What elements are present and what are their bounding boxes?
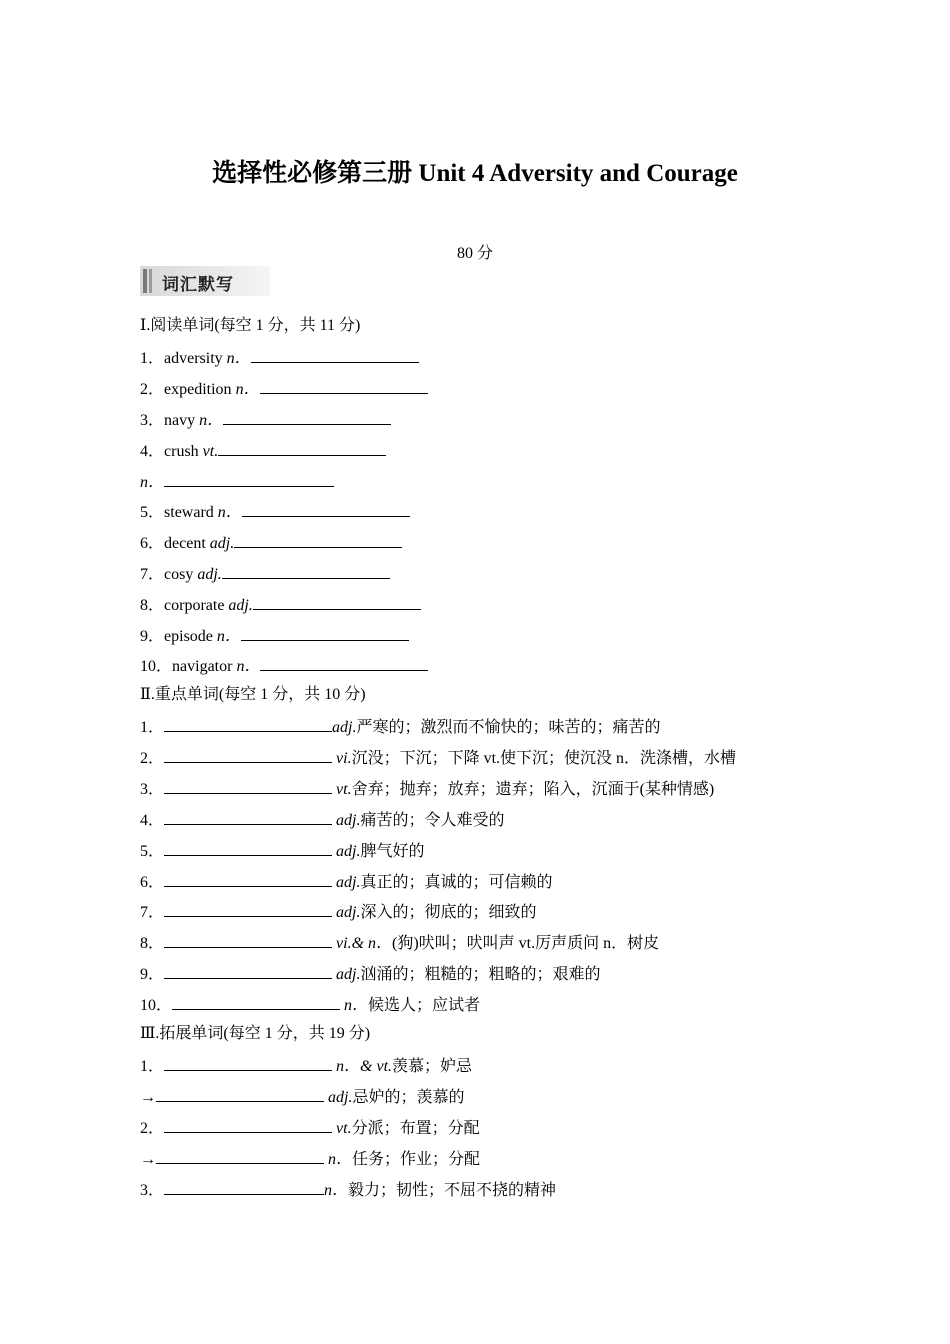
- answer-blank[interactable]: [172, 994, 340, 1010]
- reading-item: 9．episode n．: [140, 625, 409, 647]
- reading-item: 3．navy n．: [140, 409, 391, 431]
- key-word-item: 4． adj.痛苦的；令人难受的: [140, 809, 504, 831]
- answer-blank[interactable]: [251, 347, 419, 363]
- answer-blank[interactable]: [164, 809, 332, 825]
- key-word-item: 8． vi.& n．(狗)吠叫；吠叫声 vt.厉声质问 n．树皮: [140, 932, 659, 954]
- section-banner-label: 词汇默写: [162, 275, 234, 295]
- key-word-item: 1． adj.严寒的；激烈而不愉快的；味苦的；痛苦的: [140, 716, 660, 738]
- extension-item: 2． vt.分派；布置；分配: [140, 1117, 480, 1139]
- reading-item: 1．adversity n．: [140, 347, 419, 369]
- total-score: 80 分: [456, 245, 493, 262]
- reading-item: n．: [140, 471, 334, 493]
- answer-blank[interactable]: [253, 594, 421, 610]
- extension-item: 1． n．& vt.羡慕；妒忌: [140, 1055, 472, 1077]
- key-word-item: 6． adj.真正的；真诚的；可信赖的: [140, 871, 552, 893]
- reading-item: 6．decent adj.: [140, 532, 402, 554]
- answer-blank[interactable]: [260, 655, 428, 671]
- part1-heading: Ⅰ.阅读单词(每空 1 分，共 11 分): [140, 317, 361, 334]
- answer-blank[interactable]: [164, 716, 332, 732]
- key-word-item: 2． vi.沉没；下沉；下降 vt.使下沉；使沉没 n．洗涤槽，水槽: [140, 747, 736, 769]
- part2-heading: Ⅱ.重点单词(每空 1 分，共 10 分): [140, 686, 366, 703]
- key-word-item: 7． adj.深入的；彻底的；细致的: [140, 901, 536, 923]
- extension-item: 3． n．毅力；韧性；不屈不挠的精神: [140, 1179, 556, 1201]
- banner-stripe: [149, 269, 152, 293]
- reading-item: 8．corporate adj.: [140, 594, 421, 616]
- answer-blank[interactable]: [241, 625, 409, 641]
- reading-item: 7．cosy adj.: [140, 563, 390, 585]
- extension-item: → adj.忌妒的；羡慕的: [140, 1086, 464, 1108]
- answer-blank[interactable]: [260, 378, 428, 394]
- answer-blank[interactable]: [164, 871, 332, 887]
- answer-blank[interactable]: [164, 747, 332, 763]
- reading-item: 4．crush vt.: [140, 440, 386, 462]
- answer-blank[interactable]: [242, 501, 410, 517]
- answer-blank[interactable]: [164, 1179, 324, 1195]
- answer-blank[interactable]: [164, 1055, 332, 1071]
- reading-item: 5．steward n．: [140, 501, 410, 523]
- page-title: 选择性必修第三册 Unit 4 Adversity and Courage: [212, 160, 738, 187]
- answer-blank[interactable]: [222, 563, 390, 579]
- answer-blank[interactable]: [164, 471, 334, 487]
- key-word-item: 10． n．候选人；应试者: [140, 994, 480, 1016]
- answer-blank[interactable]: [164, 1117, 332, 1133]
- key-word-item: 5． adj.脾气好的: [140, 840, 424, 862]
- answer-blank[interactable]: [164, 901, 332, 917]
- extension-item: → n．任务；作业；分配: [140, 1148, 480, 1170]
- answer-blank[interactable]: [164, 778, 332, 794]
- answer-blank[interactable]: [218, 440, 386, 456]
- section-banner: [140, 266, 270, 296]
- reading-item: 10．navigator n．: [140, 655, 428, 677]
- key-word-item: 9． adj.汹涌的；粗糙的；粗略的；艰难的: [140, 963, 600, 985]
- answer-blank[interactable]: [156, 1086, 324, 1102]
- reading-item: 2．expedition n．: [140, 378, 428, 400]
- answer-blank[interactable]: [234, 532, 402, 548]
- answer-blank[interactable]: [164, 963, 332, 979]
- answer-blank[interactable]: [223, 409, 391, 425]
- part3-heading: Ⅲ.拓展单词(每空 1 分，共 19 分): [140, 1025, 371, 1042]
- answer-blank[interactable]: [164, 932, 332, 948]
- answer-blank[interactable]: [164, 840, 332, 856]
- key-word-item: 3． vt.舍弃；抛弃；放弃；遗弃；陷入，沉湎于(某种情感): [140, 778, 714, 800]
- banner-stripe: [143, 269, 147, 293]
- answer-blank[interactable]: [156, 1148, 324, 1164]
